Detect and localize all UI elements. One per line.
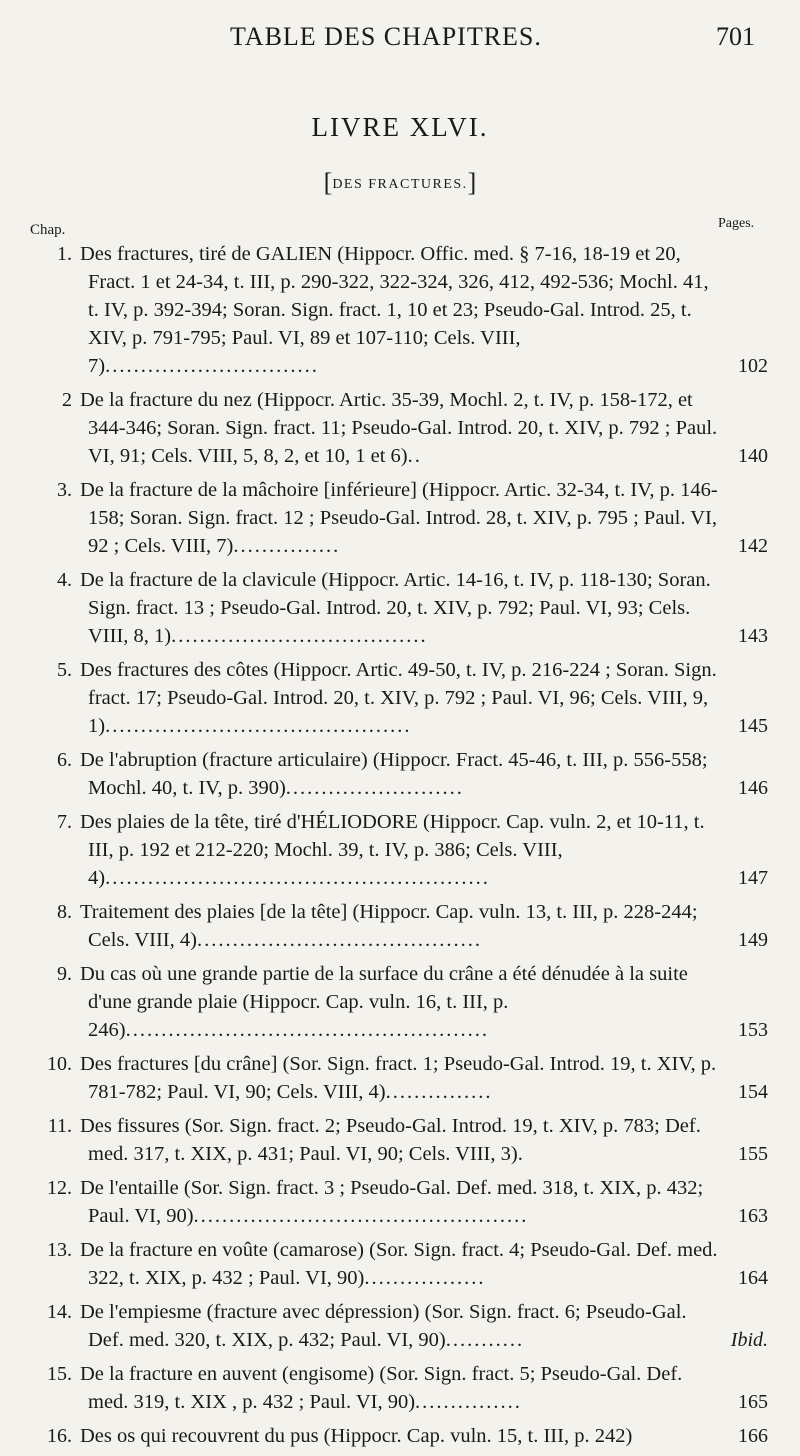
chapter-entry: [0, 386, 800, 470]
chapter-page: 153: [738, 1019, 768, 1041]
chapter-page: 140: [738, 445, 768, 467]
chapter-entry: [0, 1360, 800, 1416]
chapter-number: 16.: [47, 1425, 72, 1447]
chapter-number: 15.: [47, 1363, 72, 1385]
chapter-list: [0, 240, 800, 1456]
chapter-page: 165: [738, 1391, 768, 1413]
section-label: DES FRACTURES.: [332, 177, 468, 192]
dot-leader: ..............................: [105, 355, 319, 377]
chapter-number: 2: [62, 389, 72, 411]
chapter-entry: [0, 960, 800, 1044]
dot-leader: ........................................: [196, 929, 482, 951]
chapter-number: 11.: [47, 1115, 72, 1137]
chapter-number: 3.: [57, 479, 72, 501]
chapter-title: Des plaies de la tête, tiré d'HÉLIODORE (Hippocr. Cap. vuln. 2, et 10-11, t. III, p. 192 et 212-220; Mochl. 39, t. IV, p. 386; Cels. VIII, 4): [80, 811, 705, 889]
running-head: [0, 22, 800, 56]
chapter-page: 166: [738, 1425, 768, 1447]
chapter-entry: [0, 656, 800, 740]
chapter-page: 145: [738, 715, 768, 737]
chapter-number: 12.: [47, 1177, 72, 1199]
column-header-pages: Pages.: [718, 216, 755, 231]
dot-leader: ...............................................: [193, 1205, 529, 1227]
chapter-page: 154: [738, 1081, 768, 1103]
chapter-title: De la fracture de la mâchoire [inférieure] (Hippocr. Artic. 32-34, t. IV, p. 146-158; Soran. Sign. fract. 12 ; Pseudo-Gal. Introd. 28, t. XIV, p. 795 ; Paul. VI, 92 ; Cels. VIII, 7): [80, 479, 718, 557]
chapter-number: 4.: [57, 569, 72, 591]
dot-leader: ...............: [233, 535, 341, 557]
chapter-title: Du cas où une grande partie de la surface du crâne a été dénudée à la suite d'une grande plaie (Hippocr. Cap. vuln. 16, t. III, p. 246): [80, 963, 688, 1041]
section-open-bracket: [: [323, 168, 333, 197]
book-title: LIVRE XLVI.: [311, 112, 489, 142]
chapter-entry: [0, 1236, 800, 1292]
chapter-page: 102: [738, 355, 768, 377]
chapter-title: Traitement des plaies [de la tête] (Hippocr. Cap. vuln. 13, t. III, p. 228-244; Cels. VIII, 4): [80, 901, 698, 951]
chapter-page: 143: [738, 625, 768, 647]
chapter-entry: [0, 808, 800, 892]
dot-leader: ......................................................: [105, 867, 490, 889]
chapter-page: 147: [738, 867, 768, 889]
chapter-number: 8.: [57, 901, 72, 923]
column-header-chap: Chap.: [30, 222, 66, 238]
chapter-number: 7.: [57, 811, 72, 833]
dot-leader: ...............: [415, 1391, 522, 1413]
chapter-entry: [0, 1422, 800, 1450]
chapter-entry: [0, 1174, 800, 1230]
dot-leader: ...............: [385, 1081, 493, 1103]
chapter-title: De la fracture de la clavicule (Hippocr. Artic. 14-16, t. IV, p. 118-130; Soran. Sign. fract. 13 ; Pseudo-Gal. Introd. 20, t. XIV, p. 792; Paul. VI, 93; Cels. VIII, 8, 1): [80, 569, 711, 647]
chapter-entry: [0, 240, 800, 380]
dot-leader: ....................................: [171, 625, 428, 647]
chapter-title: Des fractures, tiré de GALIEN (Hippocr. Offic. med. § 7-16, 18-19 et 20, Fract. 1 et 24-34, t. III, p. 290-322, 322-324, 326, 412, 492-536; Mochl. 41, t. IV, p. 392-394; Soran. Sign. fract. 1, 10 et 23; Pseudo-Gal. Introd. 25, t. XIV, p. 791-795; Paul. VI, 89 et 107-110; Cels. VIII, 7): [80, 243, 709, 377]
dot-leader: .........................: [285, 777, 464, 799]
section-close-bracket: ]: [467, 168, 477, 197]
dot-leader: .................: [364, 1267, 486, 1289]
chapter-number: 13.: [47, 1239, 72, 1261]
chapter-number: 10.: [47, 1053, 72, 1075]
chapter-entry: [0, 1050, 800, 1106]
chapter-page: Ibid.: [730, 1329, 768, 1351]
page-number: 701: [716, 22, 755, 51]
chapter-entry: [0, 476, 800, 560]
chapter-title: Des fissures (Sor. Sign. fract. 2; Pseudo-Gal. Introd. 19, t. XIV, p. 783; Def. med. 317, t. XIX, p. 431; Paul. VI, 90; Cels. VIII, 3).: [80, 1115, 701, 1165]
chapter-page: 149: [738, 929, 768, 951]
running-title: TABLE DES CHAPITRES.: [230, 22, 542, 51]
chapter-number: 1.: [57, 243, 72, 265]
chapter-title: De la fracture en auvent (engisome) (Sor. Sign. fract. 5; Pseudo-Gal. Def. med. 319, t. XIX , p. 432 ; Paul. VI, 90): [80, 1363, 683, 1413]
chapter-title: De la fracture en voûte (camarose) (Sor. Sign. fract. 4; Pseudo-Gal. Def. med. 322, t. XIX, p. 432 ; Paul. VI, 90): [80, 1239, 718, 1289]
chapter-title: De l'abruption (fracture articulaire) (Hippocr. Fract. 45-46, t. III, p. 556-558; Mochl. 40, t. IV, p. 390): [80, 749, 708, 799]
dot-leader: ...................................................: [125, 1019, 489, 1041]
chapter-title: De l'entaille (Sor. Sign. fract. 3 ; Pseudo-Gal. Def. med. 318, t. XIX, p. 432; Paul. VI, 90): [80, 1177, 704, 1227]
chapter-page: 146: [738, 777, 768, 799]
chapter-title: De l'empiesme (fracture avec dépression) (Sor. Sign. fract. 6; Pseudo-Gal. Def. med. 320, t. XIX, p. 432; Paul. VI, 90): [80, 1301, 687, 1351]
chapter-page: 164: [738, 1267, 768, 1289]
dot-leader: ...........: [445, 1329, 525, 1351]
chapter-entry: [0, 1298, 800, 1354]
chapter-title: De la fracture du nez (Hippocr. Artic. 35-39, Mochl. 2, t. IV, p. 158-172, et 344-346; Soran. Sign. fract. 11; Pseudo-Gal. Introd. 20, t. XIV, p. 792 ; Paul. VI, 91; Cels. VIII, 5, 8, 2, et 10, 1 et 6): [80, 389, 718, 467]
chapter-entry: [0, 1112, 800, 1168]
chapter-entry: [0, 898, 800, 954]
dot-leader: ..: [407, 445, 422, 467]
chapter-page: 163: [738, 1205, 768, 1227]
chapter-page: 155: [738, 1143, 768, 1165]
chapter-title: Des os qui recouvrent du pus (Hippocr. Cap. vuln. 15, t. III, p. 242): [80, 1425, 633, 1447]
chapter-entry: [0, 746, 800, 802]
chapter-title: Des fractures des côtes (Hippocr. Artic. 49-50, t. IV, p. 216-224 ; Soran. Sign. fract. 17; Pseudo-Gal. Introd. 20, t. XIV, p. 792 ; Paul. VI, 96; Cels. VIII, 9, 1): [80, 659, 717, 737]
chapter-number: 6.: [57, 749, 72, 771]
chapter-page: 142: [738, 535, 768, 557]
chapter-entry: [0, 566, 800, 650]
chapter-number: 14.: [47, 1301, 72, 1323]
chapter-title: Des fractures [du crâne] (Sor. Sign. fract. 1; Pseudo-Gal. Introd. 19, t. XIV, p. 781-782; Paul. VI, 90; Cels. VIII, 4): [80, 1053, 717, 1103]
chapter-number: 5.: [57, 659, 72, 681]
dot-leader: ...........................................: [105, 715, 412, 737]
chapter-number: 9.: [57, 963, 72, 985]
section-title: [0, 168, 800, 198]
